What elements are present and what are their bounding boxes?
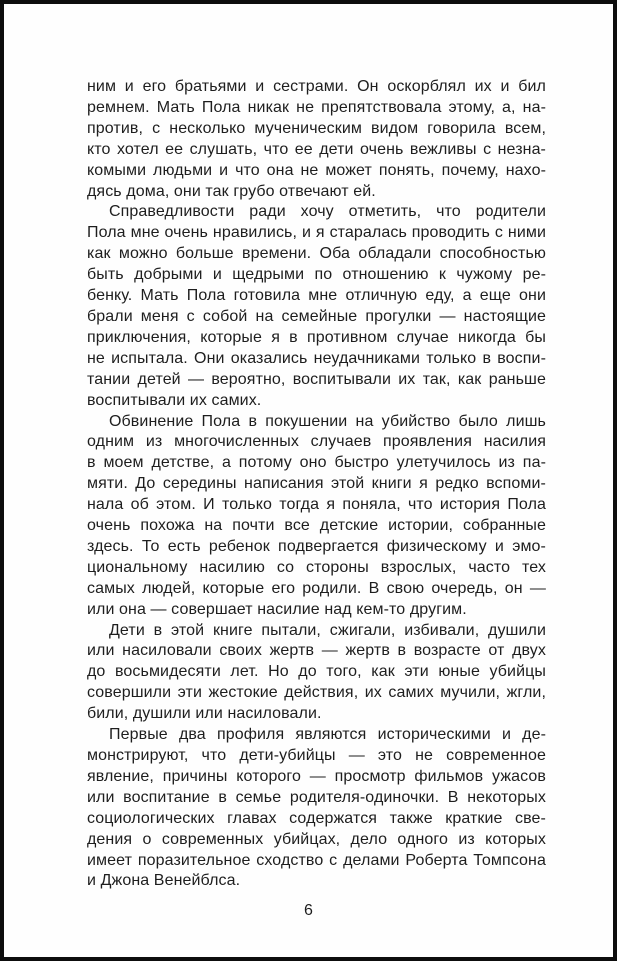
text-line: Пола мне очень нравились, и я старалась проводить с ними xyxy=(87,224,546,242)
text-line: до восьмидесяти лет. Но до того, как эти юные убийцы xyxy=(87,663,546,681)
text-line: Обвинение Пола в покушении на убийство было лишь xyxy=(109,412,546,430)
text-line: мяти. До середины написания этой книги я редко вспоми- xyxy=(87,475,546,493)
page-number: 6 xyxy=(304,902,313,919)
text-line: били, душили или насиловали. xyxy=(87,705,322,723)
text-line: или она — совершает насилие над кем-то другим. xyxy=(87,600,467,618)
text-line: и Джона Венейблса. xyxy=(87,872,241,890)
text-line: монстрируют, что дети-убийцы — это не современное xyxy=(87,747,546,764)
text-line: комыми людьми и что она не может понять, почему, нахо- xyxy=(87,161,546,179)
text-line: Дети в этой книге пытали, сжигали, избивали, душили xyxy=(109,621,546,639)
text-line: дясь дома, они так грубо отвечают ей. xyxy=(87,182,376,200)
text-line: самых людей, которые его родили. В свою очередь, он — xyxy=(87,579,546,597)
text-line: нала об этом. И только тогда я поняла, что история Пола xyxy=(87,496,546,514)
text-line: Первые два профиля являются историческими и де- xyxy=(109,726,546,744)
text-line: очень похожа на почти все детские истории, собранные xyxy=(87,517,546,535)
text-line: быть добрыми и щедрыми по отношению к чужому ре- xyxy=(87,266,546,284)
text-line: кто хотел ее слушать, что ее дети очень вежливы с незна- xyxy=(87,140,546,158)
text-line: социологических главах содержатся также краткие све- xyxy=(87,809,546,827)
text-line: ним и его братьями и сестрами. Он оскорблял их и бил xyxy=(87,78,546,95)
text-line: воспитывали их самих. xyxy=(87,391,262,409)
text-line: против, с несколько мученическим видом говорила всем, xyxy=(87,119,546,137)
text-line: или насиловали своих жертв — жертв в возрасте от двух xyxy=(87,642,546,660)
text-line: приключения, которые я в противном случае никогда бы xyxy=(87,328,546,346)
text-line: имеет поразительное сходство с делами Роберта Томпсона xyxy=(87,851,546,869)
text-line: как можно больше времени. Оба обладали способностью xyxy=(87,245,546,263)
text-line: бенку. Мать Пола готовила мне отличную еду, а еще они xyxy=(87,287,546,305)
text-line: или воспитание в семье родителя-одиночки. В некоторых xyxy=(87,788,546,806)
text-line: тании детей — вероятно, воспитывали их так, как раньше xyxy=(87,370,546,388)
text-block xyxy=(87,77,546,892)
text-line: Справедливости ради хочу отметить, что родители xyxy=(109,203,546,221)
text-line: одним из многочисленных случаев проявления насилия xyxy=(87,433,546,451)
text-line: в моем детстве, а потому оно быстро улетучилось из па- xyxy=(87,454,546,472)
text-line: явление, причины которого — просмотр фильмов ужасов xyxy=(87,767,546,785)
text-line: циональному насилию со стороны взрослых, часто тех xyxy=(87,558,546,576)
text-line: не испытала. Они оказались неудачниками только в воспи- xyxy=(87,349,546,367)
text-line: совершили эти жестокие действия, их самих мучили, жгли, xyxy=(87,684,546,702)
text-line: дения о современных убийцах, дело одного из которых xyxy=(87,830,546,848)
text-line: здесь. То есть ребенок подвергается физическому и эмо- xyxy=(87,537,546,555)
text-line: брали меня с собой на семейные прогулки — настоящие xyxy=(87,307,546,325)
text-line: ремнем. Мать Пола никак не препятствовала этому, а, на- xyxy=(87,98,546,116)
